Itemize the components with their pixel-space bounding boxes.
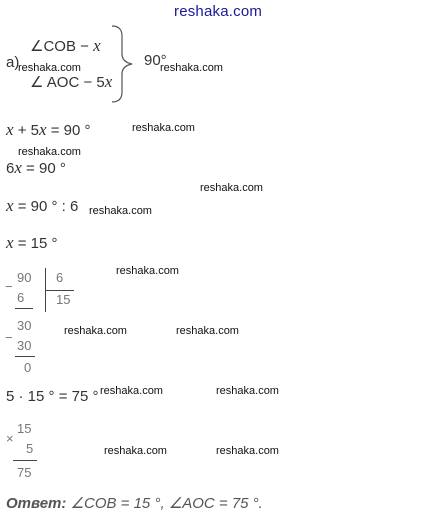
step-1-plus: + 5 xyxy=(13,122,39,139)
equation-cob-var: x xyxy=(93,36,101,55)
division-minus: − xyxy=(5,279,13,294)
division-sub2-rule xyxy=(15,356,35,357)
division-sub1-rule xyxy=(15,308,33,309)
mult-top: 15 xyxy=(17,421,32,436)
answer-line xyxy=(6,494,263,512)
mult-bottom: 5 xyxy=(26,441,34,456)
watermark: reshaka.com xyxy=(160,62,223,74)
equation-aoc-var: x xyxy=(104,72,113,91)
step-4 xyxy=(6,233,58,253)
step-1-var2: x xyxy=(38,120,47,139)
division-divisor: 6 xyxy=(56,270,64,285)
watermark: reshaka.com xyxy=(200,182,263,194)
watermark: reshaka.com xyxy=(18,62,81,74)
division-minus2: − xyxy=(5,330,13,345)
watermark: reshaka.com xyxy=(89,205,152,217)
equation-cob-angle: ∠COB − xyxy=(30,38,89,55)
label-a: а) xyxy=(6,54,20,71)
equation-cob xyxy=(30,36,101,56)
division-dividend: 90 xyxy=(17,270,32,285)
step-2 xyxy=(6,158,66,178)
watermark: reshaka.com xyxy=(176,325,239,337)
watermark: reshaka.com xyxy=(216,445,279,457)
answer-label: Ответ: xyxy=(6,495,67,512)
answer-text: ∠COB = 15 °, ∠AOC = 75 °. xyxy=(66,495,263,512)
step-1-rhs: = 90 ° xyxy=(46,122,91,139)
division-quotient: 15 xyxy=(56,292,71,307)
division-sub1: 6 xyxy=(17,290,25,305)
step-3 xyxy=(6,196,78,216)
product-line: 5 · 15 ° = 75 ° xyxy=(6,388,99,405)
division-rem2: 0 xyxy=(24,360,32,375)
step-2-var: x xyxy=(14,158,22,177)
watermark: reshaka.com xyxy=(100,385,163,397)
step-1-var: x xyxy=(6,120,14,139)
watermark: reshaka.com xyxy=(18,146,81,158)
watermark: reshaka.com xyxy=(104,445,167,457)
step-1 xyxy=(6,120,90,140)
step-3-rhs: = 90 ° : 6 xyxy=(13,198,79,215)
step-4-rhs: = 15 ° xyxy=(13,235,58,252)
brace-total: 90° xyxy=(144,52,167,69)
watermark: reshaka.com xyxy=(64,325,127,337)
curly-brace xyxy=(108,24,138,104)
step-4-var: x xyxy=(6,233,14,252)
watermark: reshaka.com xyxy=(216,385,279,397)
step-2-rhs: = 90 ° xyxy=(21,160,66,177)
step-2-coef: 6 xyxy=(6,160,15,177)
division-rem1: 30 xyxy=(17,318,32,333)
division-quotient-rule xyxy=(46,290,74,291)
mult-rule xyxy=(13,460,37,461)
mult-sign: × xyxy=(6,431,14,446)
site-title[interactable]: reshaka.com xyxy=(174,3,263,20)
division-sub2: 30 xyxy=(17,338,32,353)
mult-result: 75 xyxy=(17,465,32,480)
watermark: reshaka.com xyxy=(132,122,195,134)
equation-aoc-angle: ∠ AOC − 5 xyxy=(30,74,105,91)
watermark: reshaka.com xyxy=(116,265,179,277)
step-3-var: x xyxy=(6,196,14,215)
equation-aoc xyxy=(30,72,112,92)
